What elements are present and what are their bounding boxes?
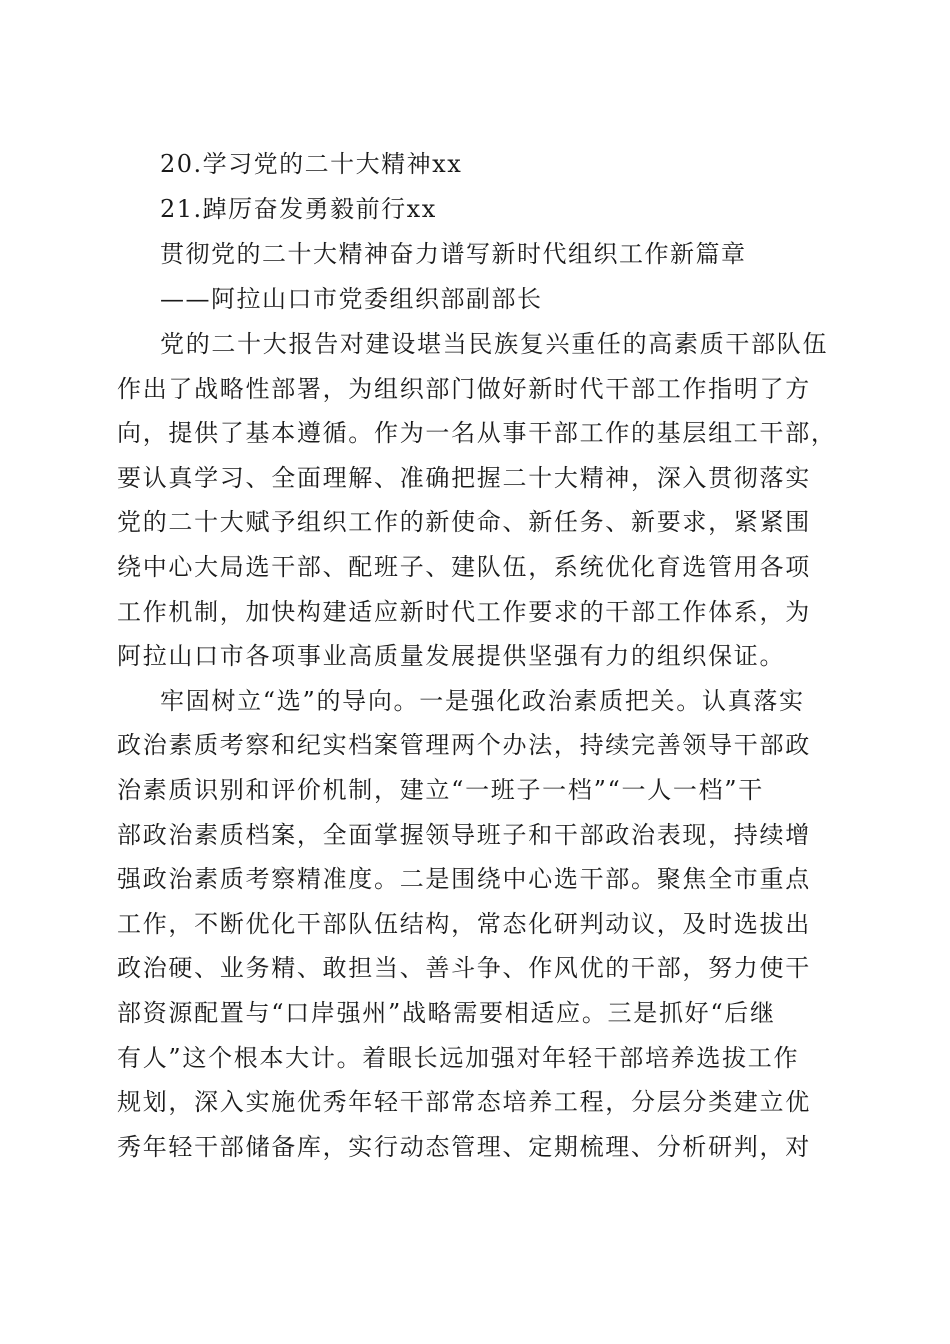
paragraph-line: 党的二十大赋予组织工作的新使命、新任务、新要求，紧紧围: [117, 508, 811, 537]
article-title: 贯彻党的二十大精神奋力谱写新时代组织工作新篇章: [160, 240, 747, 268]
paragraph-line: 工作机制，加快构建适应新时代工作要求的干部工作体系，为: [117, 597, 811, 626]
paragraph-line: 政治硬、业务精、敢担当、善斗争、作风优的干部，努力使干: [117, 954, 811, 983]
paragraph-line: 部资源配置与“口岸强州”战略需要相适应。三是抓好“后继: [117, 998, 776, 1027]
paragraph-2: [117, 679, 833, 1170]
paragraph-line: 强政治素质考察精准度。二是围绕中心选干部。聚焦全市重点: [117, 865, 811, 894]
paragraph-line: 工作，不断优化干部队伍结构，常态化研判动议，及时选拔出: [117, 909, 811, 938]
paragraph-line: 治素质识别和评价机制，建立“一班子一档”“一人一档”干: [117, 775, 764, 804]
paragraph-line: 部政治素质档案，全面掌握领导班子和干部政治表现，持续增: [117, 820, 811, 849]
paragraph-line: 秀年轻干部储备库，实行动态管理、定期梳理、分析研判，对: [117, 1132, 811, 1161]
paragraph-line: 牢固树立“选”的导向。一是强化政治素质把关。认真落实: [160, 686, 805, 715]
document-body: [117, 142, 837, 1169]
paragraph-line: 作出了战略性部署，为组织部门做好新时代干部工作指明了方: [117, 374, 811, 403]
paragraph-line: 绕中心大局选干部、配班子、建队伍，系统优化育选管用各项: [117, 552, 811, 581]
paragraph-line: 党的二十大报告对建设堪当民族复兴重任的高素质干部队伍: [160, 330, 829, 358]
paragraph-line: 有人”这个根本大计。着眼长远加强对年轻干部培养选拔工作: [117, 1043, 800, 1072]
paragraph-1: [117, 322, 837, 679]
paragraph-line: 规划，深入实施优秀年轻干部常态培养工程，分层分类建立优: [117, 1088, 811, 1117]
paragraph-line: 政治素质考察和纪实档案管理两个办法，持续完善领导干部政: [117, 731, 811, 760]
paragraph-line: 向，提供了基本遵循。作为一名从事干部工作的基层组工干部，: [117, 419, 837, 448]
paragraph-line: 阿拉山口市各项事业高质量发展提供坚强有力的组织保证。: [117, 642, 786, 671]
list-item-21: 21.踔厉奋发勇毅前行xx: [160, 195, 437, 223]
author-line: ——阿拉山口市党委组织部副部长: [160, 285, 543, 313]
list-item-20: 20.学习党的二十大精神xx: [160, 150, 463, 178]
paragraph-line: 要认真学习、全面理解、准确把握二十大精神，深入贯彻落实: [117, 463, 811, 492]
